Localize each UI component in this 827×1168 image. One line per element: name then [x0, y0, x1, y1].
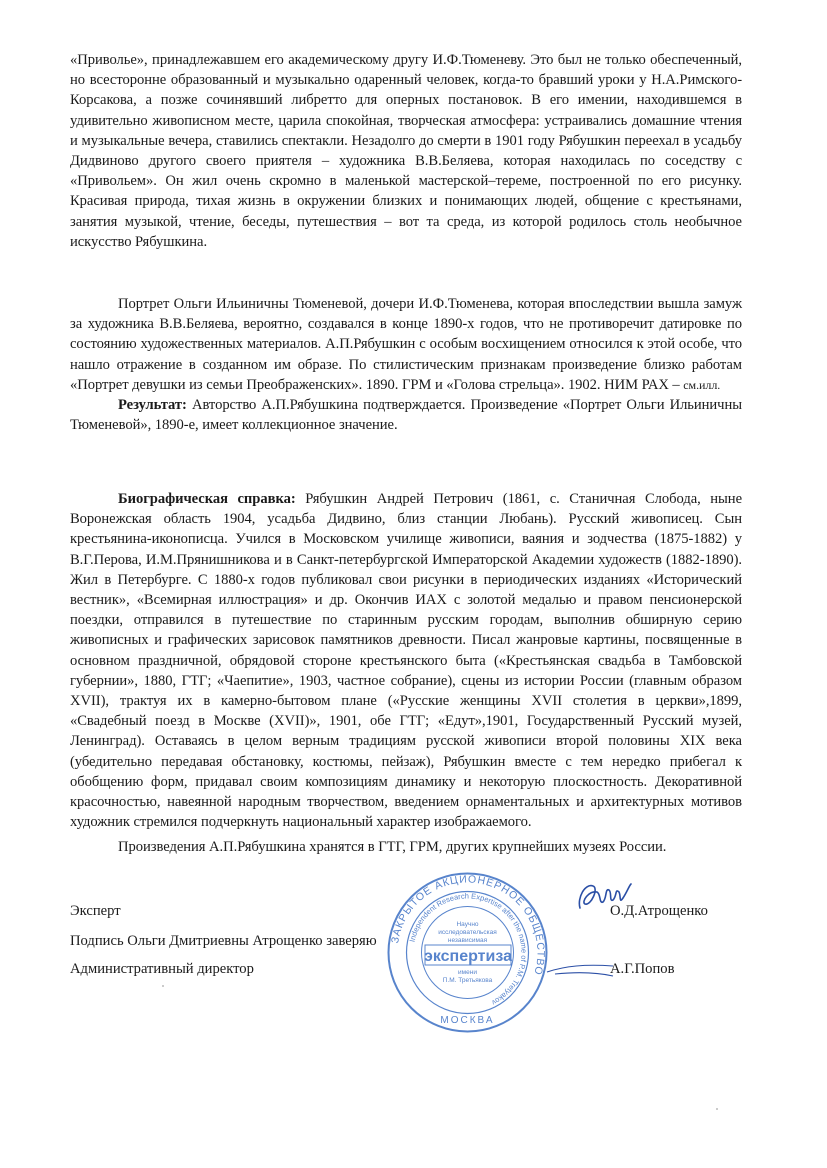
stamp-inner-text: Independent Research Expertise after the name of P.M. Tretyakov: [407, 891, 529, 1008]
biography-text: Рябушкин Андрей Петрович (1861, с. Станичная Слобода, ныне Воронежская область 1904, усадьба Дидвино, близ станции Любань). Русский живописец. Сын крестьянина-иконописца. Учился в Московском училище живописи, ваяния и зодчества (1875-1882) у В.Г.Перова, И.М.Прянишникова и в Санкт-петербургской Императорской Академии художеств (1882-1890). Жил в Петербурге. С 1880-х годов публиковал свои рисунки в периодических изданиях «Исторический вестник», «Всемирная иллюстрация» и др. Окончив ИАХ с золотой медалью и правом пенсионерской поездки, отправился в путешествие по старинным русским городам, выполнив обширную серию живописных и графических зарисовок памятников древности. Писал жанровые картины, посвященные в основном праздничной, обрядовой стороне крестьянского быта («Крестьянская свадьба в Тамбовской губернии», 1880, ГТГ; «Чаепитие», 1903, частное собрание), сцены из истории России (главным образом XVII), трактуя их в камерно-бытовом плане («Русские женщины XVII столетия в церкви»,1899, «Свадебный поезд в Москве (XVII)», 1901, обе ГТГ; «Едут»,1901, Государственный Русский музей, Ленинград). Оставаясь в целом верным традициям русской живописи второй половины XIX века (убедительно передавая обстановку, костюмы, пейзаж), Рябушкин вместе с тем нередко прибегал к обобщению форм, придавал своим композициям динамику и некоторую плоскостность. Декоративной красочностью, навеянной народным творчеством, введением орнаментальных и архитектурных мотивов художник стремился подчеркнуть национальный характер изображаемого.: [70, 491, 742, 831]
result-label: Результат:: [118, 397, 187, 413]
illustration-reference: см.илл.: [683, 377, 721, 392]
scan-speck: [162, 985, 164, 987]
paragraph-intro: [70, 50, 742, 252]
stamp-line-4: имени: [458, 969, 477, 976]
result-text: Авторство А.П.Рябушкина подтверждается. Произведение «Портрет Ольги Ильиничны Тюменевой», 1890-е, имеет коллекционное значение.: [70, 397, 742, 434]
stamp-line-3: независимая: [447, 937, 488, 944]
expert-name: О.Д.Атрощенко: [610, 903, 708, 919]
paragraph-intro-text: «Привольe», принадлежавшем его академическому другу И.Ф.Тюменеву. Это был не только обеспеченный, но всесторонне образованный и музыкально одаренный человек, когда-то бравший уроки у Н.А.Римского-Корсакова, а позже сочинявший либретто для оперных постановок. В его имении, находившемся в удивительно живописном месте, царила спокойная, творческая атмосфера: устраивались домашние чтения и музыкальные вечера, ставились спектакли. Незадолго до смерти в 1901 году Рябушкин переехал в усадьбу Дидвиново другого своего приятеля – художника В.В.Беляева, которая находилась по соседству с «Привольем». Он жил очень скромно в маленькой мастерской–тереме, построенной по его рисунку. Красивая природа, тихая жизнь в окружении близких и понимающих людей, общение с крестьянами, занятия музыкой, чтение, беседы, путешествия – вот та среда, из которой родилось столь необычное искусство Рябушкина.: [70, 52, 742, 250]
scan-speck: [716, 1108, 718, 1110]
paragraph-result: [70, 395, 742, 435]
paragraph-collections: [70, 837, 742, 857]
paragraph-biography: [70, 489, 742, 832]
expert-signature: [575, 878, 635, 918]
director-signature: [545, 960, 615, 980]
biography-label: Биографическая справка:: [118, 491, 296, 507]
certification-text: Подпись Ольги Дмитриевны Атрощенко заверяю: [70, 933, 377, 949]
collections-text: Произведения А.П.Рябушкина хранятся в ГТГ, ГРМ, других крупнейших музеях России.: [118, 839, 667, 855]
stamp-main-text: экспертиза: [424, 948, 512, 965]
stamp-outer-text: ЗАКРЫТОЕ АКЦИОНЕРНОЕ ОБЩЕСТВО: [389, 873, 547, 977]
paragraph-portrait: [70, 294, 742, 395]
stamp-line-2: исследовательская: [438, 929, 497, 936]
director-label: Административный директор: [70, 961, 254, 977]
expert-label: Эксперт: [70, 903, 121, 919]
stamp-line-5: П.М. Третьякова: [442, 977, 493, 984]
paragraph-portrait-text: Портрет Ольги Ильиничны Тюменевой, дочери И.Ф.Тюменева, которая впоследствии вышла замуж за художника В.В.Беляева, вероятно, создавался в конце 1890-х годов, что не противоречит датировке по состоянию художественных материалов. А.П.Рябушкин с особым восхищением относился к этой особе, что нашло отражение в созданном им образе. По стилистическим признакам произведение близко работам «Портрет девушки из семьи Преображенских». 1890. ГРМ и «Голова стрельца». 1902. НИМ РАХ –: [70, 296, 742, 393]
official-stamp: [385, 870, 550, 1035]
stamp-line-1: Научно: [456, 921, 479, 928]
director-name: А.Г.Попов: [610, 961, 675, 977]
stamp-city: МОСКВА: [440, 1015, 495, 1026]
